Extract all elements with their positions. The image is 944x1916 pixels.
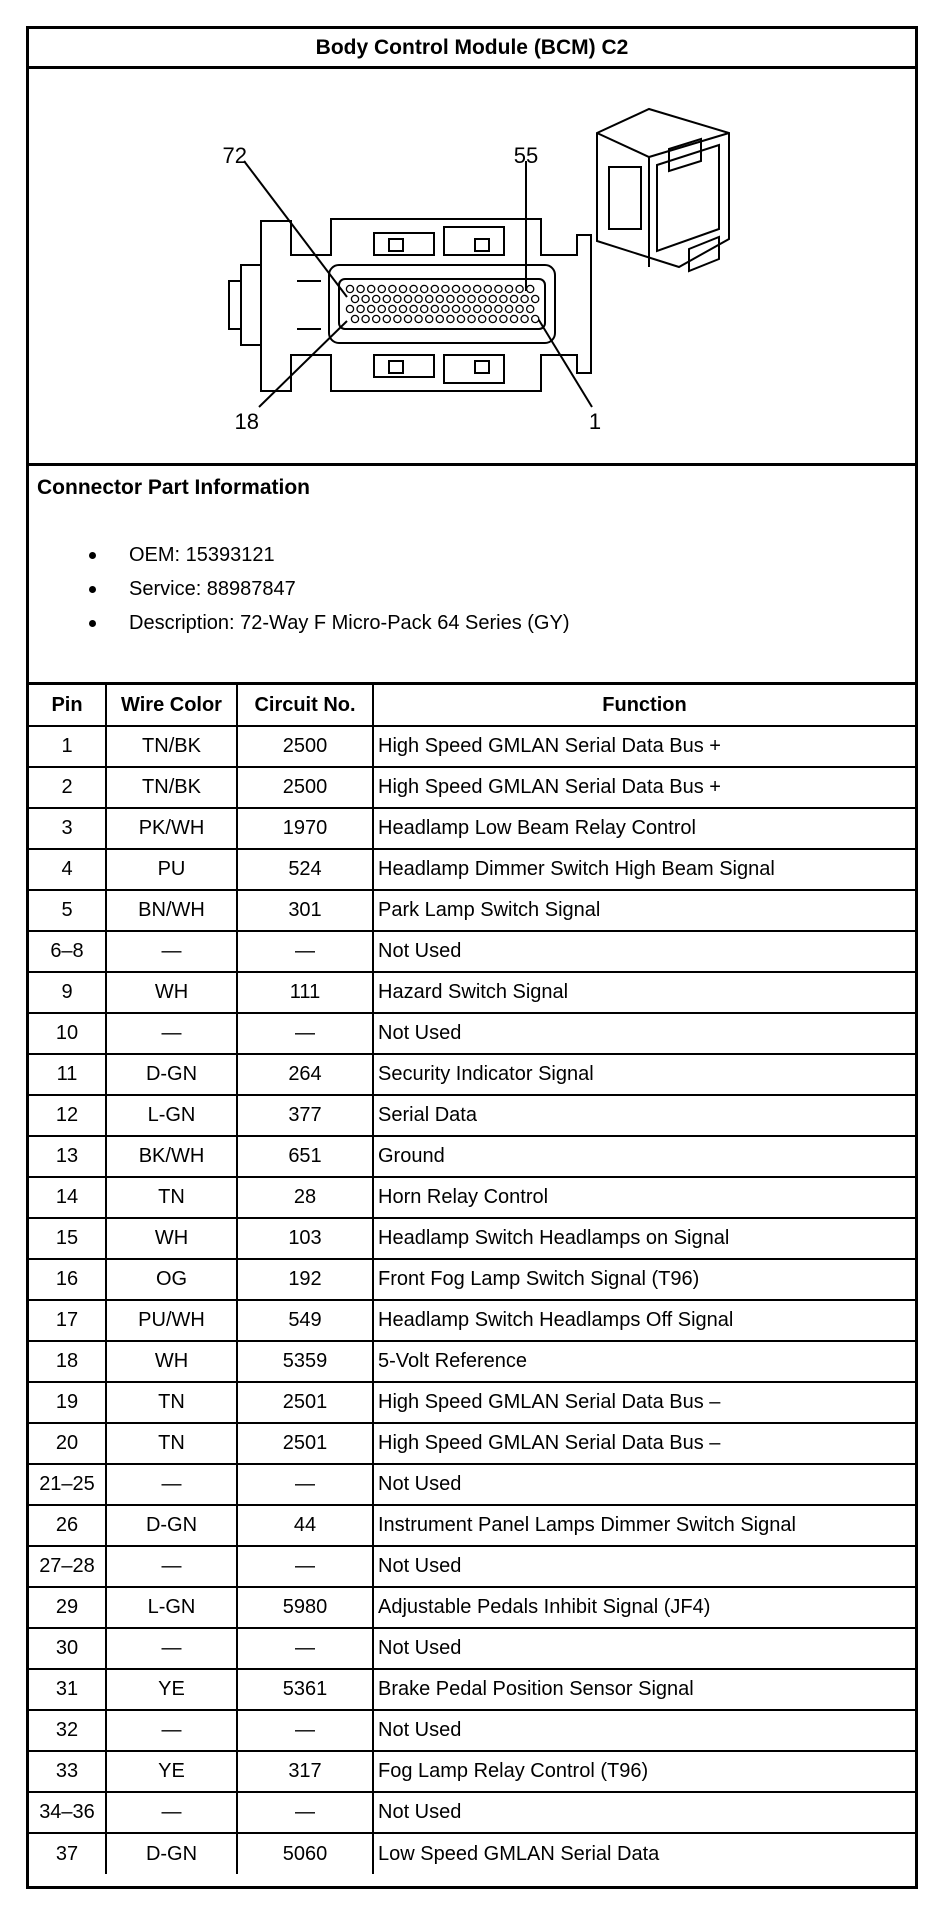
connector-sheet bbox=[26, 26, 918, 1889]
wire-color-cell: — bbox=[106, 1464, 237, 1505]
table-row bbox=[29, 1095, 915, 1136]
pin-cavity bbox=[452, 305, 459, 312]
header-function: Function bbox=[373, 685, 915, 726]
pin-cavity bbox=[489, 315, 496, 322]
function-cell: Not Used bbox=[373, 931, 915, 972]
pin-cell: 32 bbox=[29, 1710, 106, 1751]
pin-label-18: 18 bbox=[234, 409, 259, 434]
pin-cavity bbox=[457, 295, 464, 302]
table-row bbox=[29, 1792, 915, 1833]
circuit-no-cell: 5060 bbox=[237, 1833, 373, 1874]
function-cell: Serial Data bbox=[373, 1095, 915, 1136]
part-info-list bbox=[29, 538, 569, 640]
circuit-no-cell: 5980 bbox=[237, 1587, 373, 1628]
pin-cell: 29 bbox=[29, 1587, 106, 1628]
circuit-no-cell: 524 bbox=[237, 849, 373, 890]
function-cell: Headlamp Dimmer Switch High Beam Signal bbox=[373, 849, 915, 890]
pinout-table bbox=[29, 685, 915, 1874]
pin-cavity bbox=[378, 285, 385, 292]
pin-cavity bbox=[447, 315, 454, 322]
pin-cell: 12 bbox=[29, 1095, 106, 1136]
pin-cavity bbox=[415, 315, 422, 322]
circuit-no-cell: — bbox=[237, 1628, 373, 1669]
table-row bbox=[29, 931, 915, 972]
function-cell: Adjustable Pedals Inhibit Signal (JF4) bbox=[373, 1587, 915, 1628]
table-row bbox=[29, 1751, 915, 1792]
pin-cavity bbox=[468, 315, 475, 322]
wire-color-cell: PU bbox=[106, 849, 237, 890]
table-row bbox=[29, 1669, 915, 1710]
wire-color-cell: WH bbox=[106, 972, 237, 1013]
header-pin: Pin bbox=[29, 685, 106, 726]
table-row bbox=[29, 1464, 915, 1505]
pin-cell: 1 bbox=[29, 726, 106, 767]
pin-cell: 33 bbox=[29, 1751, 106, 1792]
function-cell: High Speed GMLAN Serial Data Bus + bbox=[373, 726, 915, 767]
pin-cavity bbox=[410, 285, 417, 292]
pin-cavity bbox=[389, 285, 396, 292]
wire-color-cell: YE bbox=[106, 1751, 237, 1792]
table-row bbox=[29, 1341, 915, 1382]
function-cell: Not Used bbox=[373, 1464, 915, 1505]
pin-cavity bbox=[452, 285, 459, 292]
pinout-rows bbox=[29, 726, 915, 1874]
pin-cell: 19 bbox=[29, 1382, 106, 1423]
pin-cavity bbox=[404, 295, 411, 302]
table-row bbox=[29, 1587, 915, 1628]
circuit-no-cell: — bbox=[237, 1464, 373, 1505]
table-row bbox=[29, 1136, 915, 1177]
pin-label-55: 55 bbox=[513, 143, 539, 168]
pin-cell: 27–28 bbox=[29, 1546, 106, 1587]
function-cell: Headlamp Low Beam Relay Control bbox=[373, 808, 915, 849]
function-cell: Fog Lamp Relay Control (T96) bbox=[373, 1751, 915, 1792]
function-cell: Park Lamp Switch Signal bbox=[373, 890, 915, 931]
table-row bbox=[29, 1833, 915, 1874]
header-wire-color: Wire Color bbox=[106, 685, 237, 726]
circuit-no-cell: 5359 bbox=[237, 1341, 373, 1382]
pin-cell: 10 bbox=[29, 1013, 106, 1054]
wire-color-cell: TN bbox=[106, 1177, 237, 1218]
function-cell: High Speed GMLAN Serial Data Bus + bbox=[373, 767, 915, 808]
pin-cavity bbox=[474, 305, 481, 312]
function-cell: High Speed GMLAN Serial Data Bus – bbox=[373, 1382, 915, 1423]
pin-cavity bbox=[474, 285, 481, 292]
pin-label-72: 72 bbox=[222, 143, 247, 168]
circuit-no-cell: 2500 bbox=[237, 767, 373, 808]
pin-cavity bbox=[447, 295, 454, 302]
wire-color-cell: — bbox=[106, 931, 237, 972]
pin-cavity bbox=[362, 295, 369, 302]
circuit-no-cell: 549 bbox=[237, 1300, 373, 1341]
housing-outline bbox=[261, 219, 591, 391]
pin-cavity bbox=[505, 305, 512, 312]
function-cell: Instrument Panel Lamps Dimmer Switch Signal bbox=[373, 1505, 915, 1546]
function-cell: 5-Volt Reference bbox=[373, 1341, 915, 1382]
table-row bbox=[29, 726, 915, 767]
pin-cell: 2 bbox=[29, 767, 106, 808]
function-cell: Brake Pedal Position Sensor Signal bbox=[373, 1669, 915, 1710]
table-row bbox=[29, 849, 915, 890]
circuit-no-cell: 2501 bbox=[237, 1423, 373, 1464]
wire-color-cell: WH bbox=[106, 1341, 237, 1382]
function-cell: Hazard Switch Signal bbox=[373, 972, 915, 1013]
pin-cavity bbox=[516, 305, 523, 312]
circuit-no-cell: — bbox=[237, 931, 373, 972]
circuit-no-cell: 192 bbox=[237, 1259, 373, 1300]
pin-cavity bbox=[510, 295, 517, 302]
pin-cavity bbox=[500, 315, 507, 322]
wire-color-cell: BN/WH bbox=[106, 890, 237, 931]
pin-cell: 3 bbox=[29, 808, 106, 849]
pin-cavity bbox=[484, 305, 491, 312]
table-row bbox=[29, 1300, 915, 1341]
pin-cavity bbox=[421, 305, 428, 312]
pin-cell: 26 bbox=[29, 1505, 106, 1546]
pin-cell: 9 bbox=[29, 972, 106, 1013]
pin-cavity bbox=[410, 305, 417, 312]
wire-color-cell: WH bbox=[106, 1218, 237, 1259]
pin-cavity bbox=[532, 315, 539, 322]
connector-figure bbox=[29, 69, 915, 466]
pin-cell: 14 bbox=[29, 1177, 106, 1218]
function-cell: Not Used bbox=[373, 1013, 915, 1054]
pin-cavity bbox=[442, 305, 449, 312]
circuit-no-cell: — bbox=[237, 1710, 373, 1751]
pin-cavity bbox=[421, 285, 428, 292]
circuit-no-cell: 44 bbox=[237, 1505, 373, 1546]
header-circuit-no: Circuit No. bbox=[237, 685, 373, 726]
table-row bbox=[29, 808, 915, 849]
pin-cavity bbox=[399, 305, 406, 312]
wire-color-cell: BK/WH bbox=[106, 1136, 237, 1177]
wire-color-cell: — bbox=[106, 1628, 237, 1669]
part-info-service: Service: 88987847 bbox=[29, 572, 569, 606]
pin-label-1: 1 bbox=[588, 409, 602, 434]
pin-cavity bbox=[479, 295, 486, 302]
pin-cavity bbox=[357, 305, 364, 312]
function-cell: Security Indicator Signal bbox=[373, 1054, 915, 1095]
pin-cavity bbox=[505, 285, 512, 292]
function-cell: High Speed GMLAN Serial Data Bus – bbox=[373, 1423, 915, 1464]
pin-cavity bbox=[463, 285, 470, 292]
wire-color-cell: YE bbox=[106, 1669, 237, 1710]
pin-cavity bbox=[500, 295, 507, 302]
wire-color-cell: TN/BK bbox=[106, 726, 237, 767]
pin-cavity bbox=[368, 285, 375, 292]
pin-cell: 11 bbox=[29, 1054, 106, 1095]
pin-cell: 16 bbox=[29, 1259, 106, 1300]
pin-cell: 4 bbox=[29, 849, 106, 890]
pin-cell: 15 bbox=[29, 1218, 106, 1259]
wire-color-cell: D-GN bbox=[106, 1505, 237, 1546]
wire-color-cell: OG bbox=[106, 1259, 237, 1300]
function-cell: Not Used bbox=[373, 1546, 915, 1587]
pin-cavity bbox=[394, 315, 401, 322]
circuit-no-cell: — bbox=[237, 1792, 373, 1833]
pin-cavity bbox=[457, 315, 464, 322]
wire-color-cell: PK/WH bbox=[106, 808, 237, 849]
wire-color-cell: D-GN bbox=[106, 1833, 237, 1874]
pin-cavity bbox=[479, 315, 486, 322]
table-row bbox=[29, 1054, 915, 1095]
pin-cell: 6–8 bbox=[29, 931, 106, 972]
pin-cell: 37 bbox=[29, 1833, 106, 1874]
table-row bbox=[29, 1710, 915, 1751]
wire-color-cell: PU/WH bbox=[106, 1300, 237, 1341]
wire-color-cell: — bbox=[106, 1546, 237, 1587]
wire-color-cell: — bbox=[106, 1792, 237, 1833]
table-row bbox=[29, 1259, 915, 1300]
wire-color-cell: TN bbox=[106, 1423, 237, 1464]
pin-cavity bbox=[399, 285, 406, 292]
pin-cavity bbox=[510, 315, 517, 322]
wire-color-cell: — bbox=[106, 1710, 237, 1751]
function-cell: Front Fog Lamp Switch Signal (T96) bbox=[373, 1259, 915, 1300]
pin-cavity bbox=[415, 295, 422, 302]
pin-cavity bbox=[378, 305, 385, 312]
pin-cavity bbox=[357, 285, 364, 292]
pin-cavity bbox=[346, 305, 353, 312]
pin-cavity bbox=[484, 285, 491, 292]
pin-cavity bbox=[362, 315, 369, 322]
pin-cavity bbox=[468, 295, 475, 302]
function-cell: Low Speed GMLAN Serial Data bbox=[373, 1833, 915, 1874]
table-row bbox=[29, 1505, 915, 1546]
function-cell: Headlamp Switch Headlamps Off Signal bbox=[373, 1300, 915, 1341]
wire-color-cell: — bbox=[106, 1013, 237, 1054]
wire-color-cell: TN/BK bbox=[106, 767, 237, 808]
pin-cell: 17 bbox=[29, 1300, 106, 1341]
pin-cavity bbox=[346, 285, 353, 292]
pin-cell: 34–36 bbox=[29, 1792, 106, 1833]
circuit-no-cell: 1970 bbox=[237, 808, 373, 849]
function-cell: Not Used bbox=[373, 1710, 915, 1751]
pin-cell: 21–25 bbox=[29, 1464, 106, 1505]
part-info-description: Description: 72-Way F Micro-Pack 64 Series (GY) bbox=[29, 606, 569, 640]
pin-cell: 18 bbox=[29, 1341, 106, 1382]
pin-cell: 30 bbox=[29, 1628, 106, 1669]
pin-cavity bbox=[442, 285, 449, 292]
circuit-no-cell: 651 bbox=[237, 1136, 373, 1177]
pin-cavity bbox=[404, 315, 411, 322]
circuit-no-cell: 103 bbox=[237, 1218, 373, 1259]
pin-cell: 31 bbox=[29, 1669, 106, 1710]
function-cell: Not Used bbox=[373, 1792, 915, 1833]
circuit-no-cell: — bbox=[237, 1546, 373, 1587]
pin-cavity bbox=[383, 315, 390, 322]
pin-cavity bbox=[431, 285, 438, 292]
pin-cavity bbox=[521, 315, 528, 322]
pin-cavity bbox=[495, 285, 502, 292]
pin-cavity bbox=[436, 315, 443, 322]
table-row bbox=[29, 1628, 915, 1669]
pin-cavity bbox=[351, 315, 358, 322]
connector-part-information bbox=[29, 466, 915, 685]
circuit-no-cell: 377 bbox=[237, 1095, 373, 1136]
table-row bbox=[29, 1013, 915, 1054]
page-title: Body Control Module (BCM) C2 bbox=[29, 29, 915, 69]
pin-cavity bbox=[431, 305, 438, 312]
circuit-no-cell: 301 bbox=[237, 890, 373, 931]
table-row bbox=[29, 1218, 915, 1259]
table-row bbox=[29, 1423, 915, 1464]
table-header-row bbox=[29, 685, 915, 726]
pin-cell: 20 bbox=[29, 1423, 106, 1464]
pin-cavity bbox=[426, 295, 433, 302]
table-row bbox=[29, 1382, 915, 1423]
function-cell: Horn Relay Control bbox=[373, 1177, 915, 1218]
pin-cavity bbox=[389, 305, 396, 312]
circuit-no-cell: 5361 bbox=[237, 1669, 373, 1710]
function-cell: Ground bbox=[373, 1136, 915, 1177]
wire-color-cell: D-GN bbox=[106, 1054, 237, 1095]
pin-cavity bbox=[368, 305, 375, 312]
table-row bbox=[29, 767, 915, 808]
pin-cavity bbox=[373, 295, 380, 302]
circuit-no-cell: 28 bbox=[237, 1177, 373, 1218]
pin-cavity bbox=[436, 295, 443, 302]
wire-color-cell: TN bbox=[106, 1382, 237, 1423]
circuit-no-cell: 317 bbox=[237, 1751, 373, 1792]
table-row bbox=[29, 972, 915, 1013]
circuit-no-cell: 2501 bbox=[237, 1382, 373, 1423]
pin-cavity bbox=[495, 305, 502, 312]
table-row bbox=[29, 1546, 915, 1587]
pin-cavity bbox=[373, 315, 380, 322]
pin-cavity-grid bbox=[346, 285, 538, 322]
function-cell: Headlamp Switch Headlamps on Signal bbox=[373, 1218, 915, 1259]
wire-color-cell: L-GN bbox=[106, 1587, 237, 1628]
pin-cavity bbox=[351, 295, 358, 302]
pin-cavity bbox=[383, 295, 390, 302]
circuit-no-cell: 2500 bbox=[237, 726, 373, 767]
pin-cell: 13 bbox=[29, 1136, 106, 1177]
circuit-no-cell: 264 bbox=[237, 1054, 373, 1095]
pin-cell: 5 bbox=[29, 890, 106, 931]
pin-cavity bbox=[527, 285, 534, 292]
connector-drawing bbox=[29, 69, 915, 463]
pin-cavity bbox=[521, 295, 528, 302]
pin-cavity bbox=[463, 305, 470, 312]
part-info-heading: Connector Part Information bbox=[37, 476, 311, 499]
pin-cavity bbox=[516, 285, 523, 292]
pin-cavity bbox=[394, 295, 401, 302]
wire-color-cell: L-GN bbox=[106, 1095, 237, 1136]
part-info-oem: OEM: 15393121 bbox=[29, 538, 569, 572]
table-row bbox=[29, 890, 915, 931]
table-row bbox=[29, 1177, 915, 1218]
pin-cavity bbox=[489, 295, 496, 302]
circuit-no-cell: 111 bbox=[237, 972, 373, 1013]
circuit-no-cell: — bbox=[237, 1013, 373, 1054]
pin-cavity bbox=[527, 305, 534, 312]
function-cell: Not Used bbox=[373, 1628, 915, 1669]
pin-cavity bbox=[426, 315, 433, 322]
pin-cavity bbox=[532, 295, 539, 302]
